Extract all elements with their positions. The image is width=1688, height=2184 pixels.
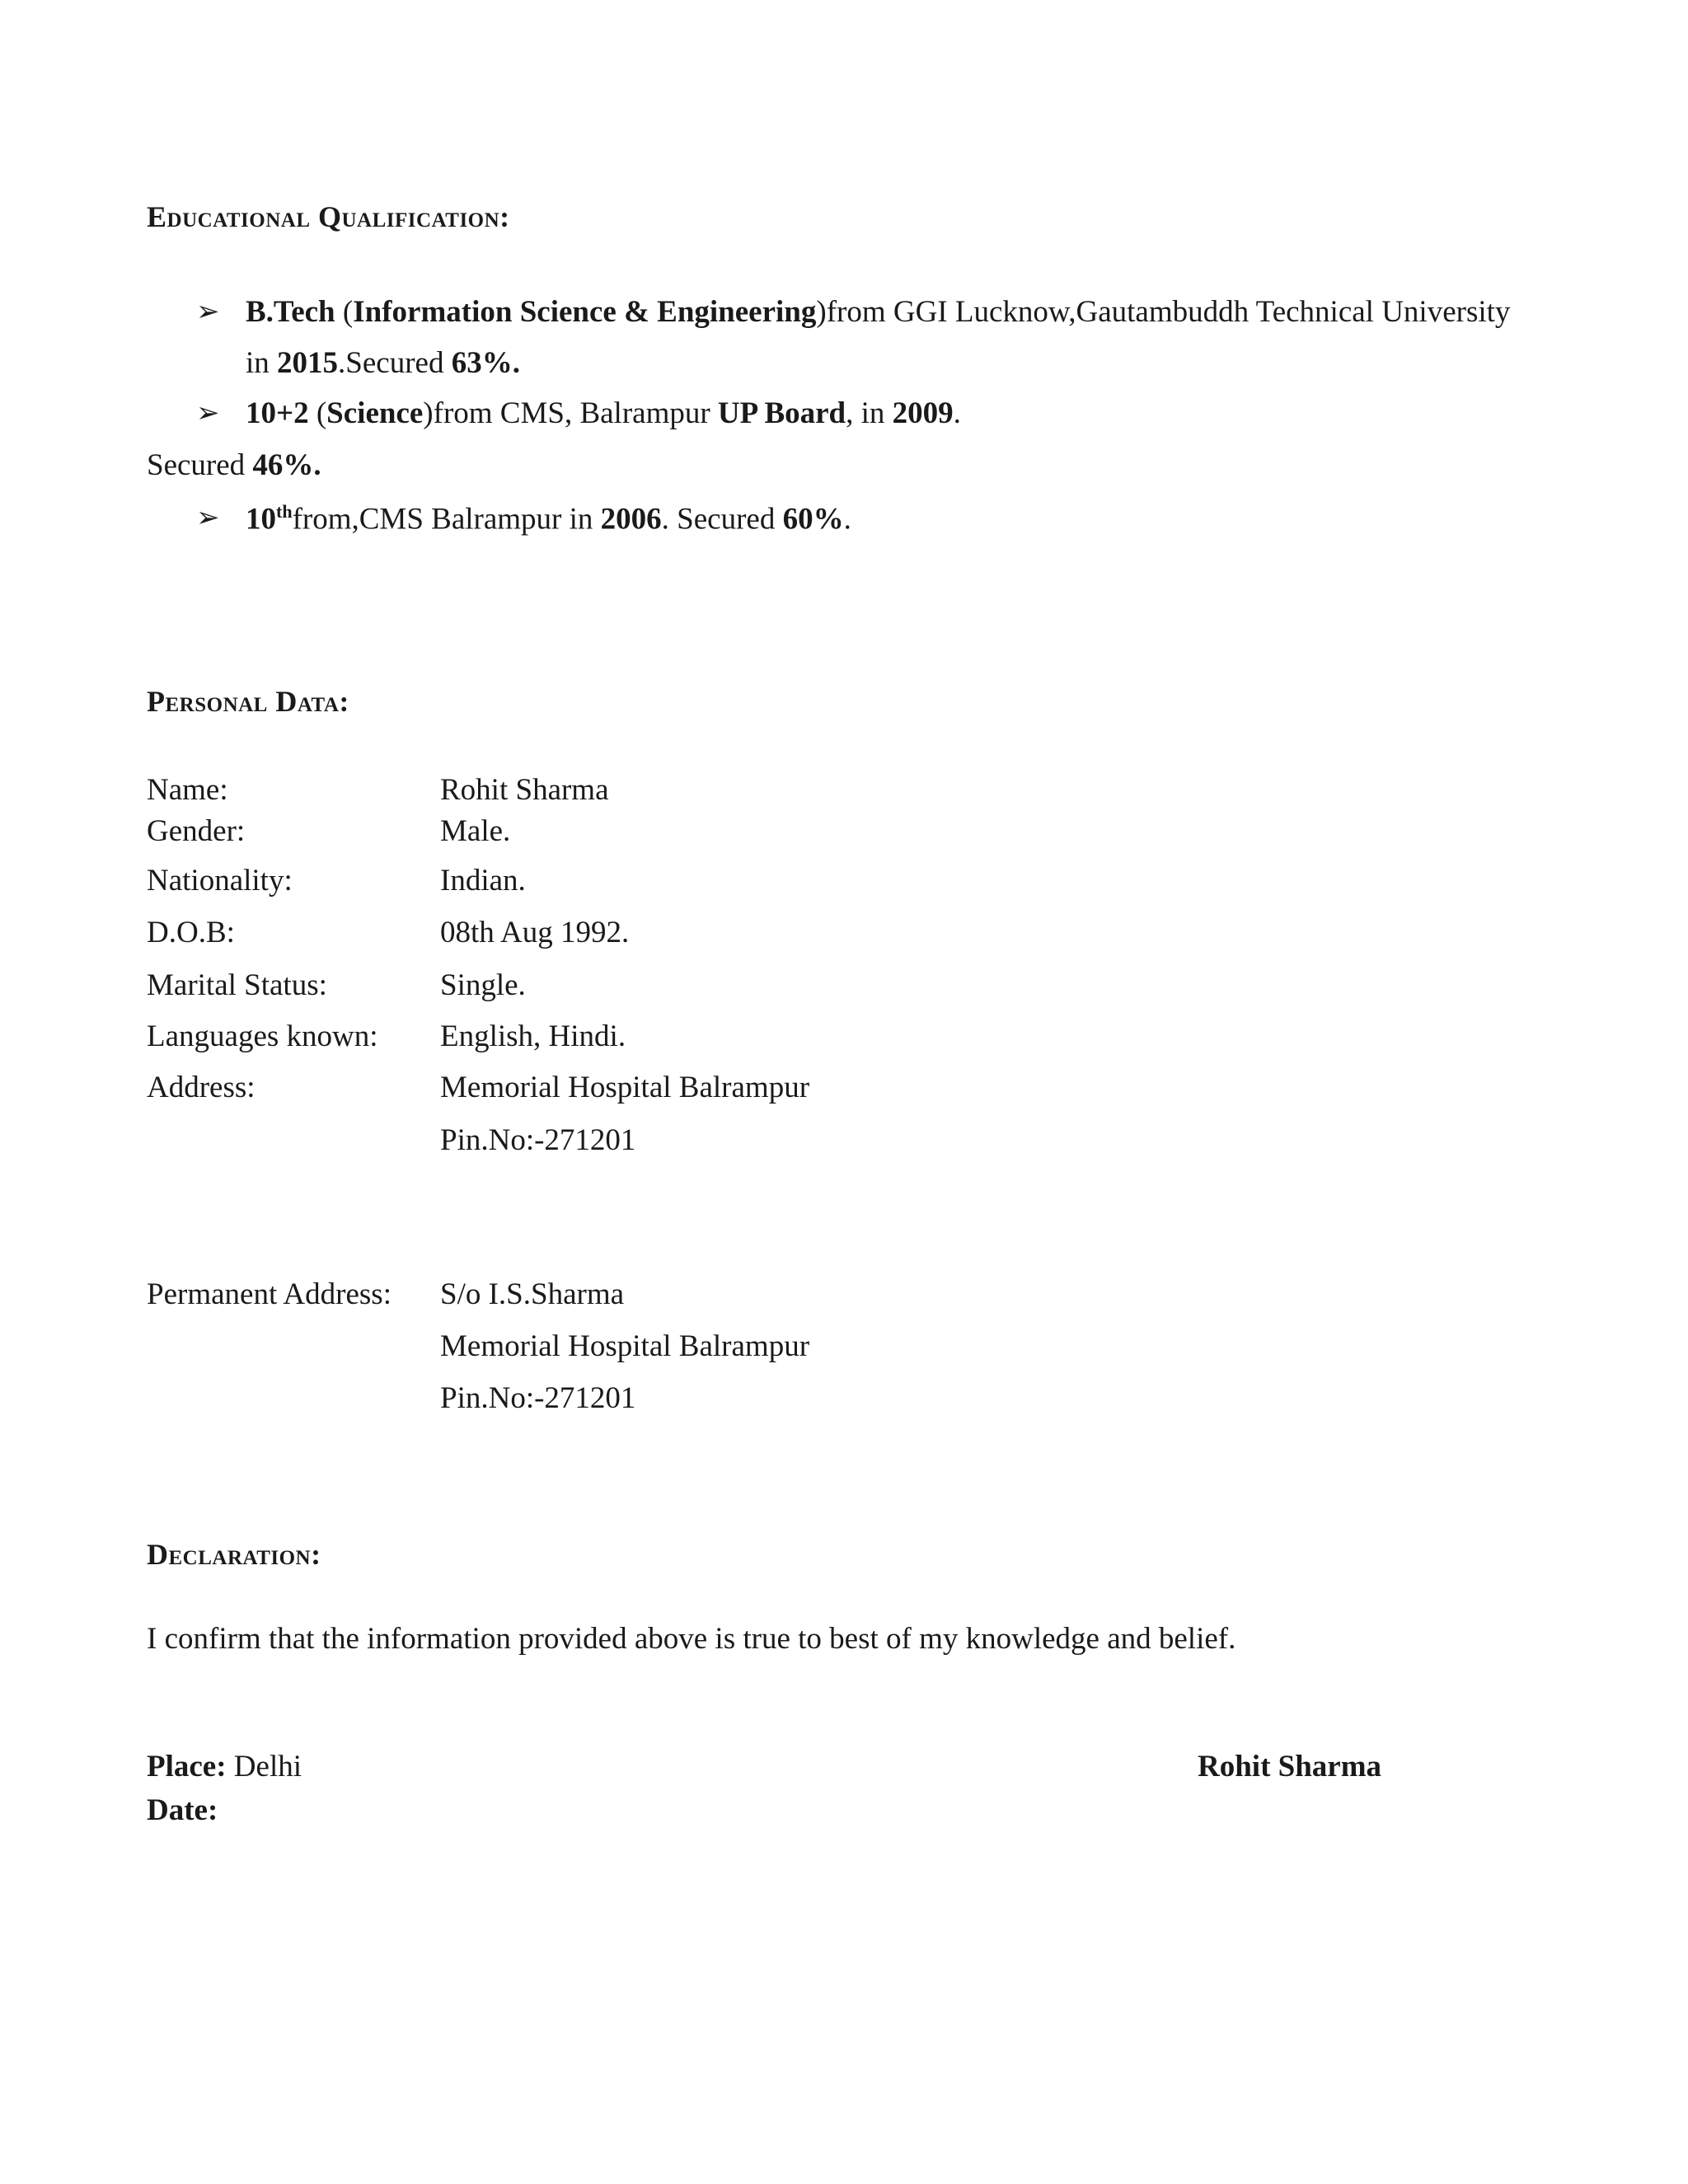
education-item-btech-cont: in 2015.Secured 63%. [246,346,520,380]
personal-label-marital-status: Marital Status: [147,968,327,1002]
arrow-bullet-icon: ➢ [196,398,220,429]
personal-value-marital-status: Single. [440,968,526,1002]
signature-name: Rohit Sharma [1198,1750,1382,1783]
personal-label-nationality: Nationality: [147,864,293,898]
declaration-heading: Declaration: [147,1538,321,1571]
personal-value-address: Memorial Hospital Balrampur [440,1071,810,1104]
personal-value-name: Rohit Sharma [440,773,609,807]
personal-label-address: Address: [147,1071,256,1104]
permanent-address-line-2: Memorial Hospital Balrampur [440,1329,810,1363]
education-item-12th-secured: Secured 46%. [147,448,321,482]
arrow-bullet-icon: ➢ [196,503,220,533]
personal-label-languages: Languages known: [147,1019,378,1053]
personal-data-heading: Personal Data: [147,685,349,718]
permanent-address-line-1: S/o I.S.Sharma [440,1277,625,1311]
declaration-text: I confirm that the information provided above is true to best of my knowledge and belief. [147,1622,1236,1656]
personal-value-languages: English, Hindi. [440,1019,626,1053]
personal-label-gender: Gender: [147,814,246,848]
personal-value-gender: Male. [440,814,511,848]
education-heading: Educational Qualification: [147,200,510,233]
personal-value-dob: 08th Aug 1992. [440,916,630,949]
education-item-btech: B.Tech (Information Science & Engineering)from GGI Lucknow,Gautambuddh Technical University [246,295,1511,329]
permanent-address-label: Permanent Address: [147,1277,392,1311]
personal-label-dob: D.O.B: [147,916,235,949]
date-label: Date: [147,1793,218,1827]
personal-value-nationality: Indian. [440,864,526,898]
education-item-10th: 10thfrom,CMS Balrampur in 2006. Secured 60%. [246,501,851,537]
place-line: Place: Delhi [147,1750,302,1783]
education-item-12th: 10+2 (Science)from CMS, Balrampur UP Board, in 2009. [246,396,961,430]
personal-value-address-pin: Pin.No:-271201 [440,1123,636,1157]
personal-label-name: Name: [147,773,228,807]
permanent-address-line-3: Pin.No:-271201 [440,1381,636,1415]
arrow-bullet-icon: ➢ [196,297,220,327]
